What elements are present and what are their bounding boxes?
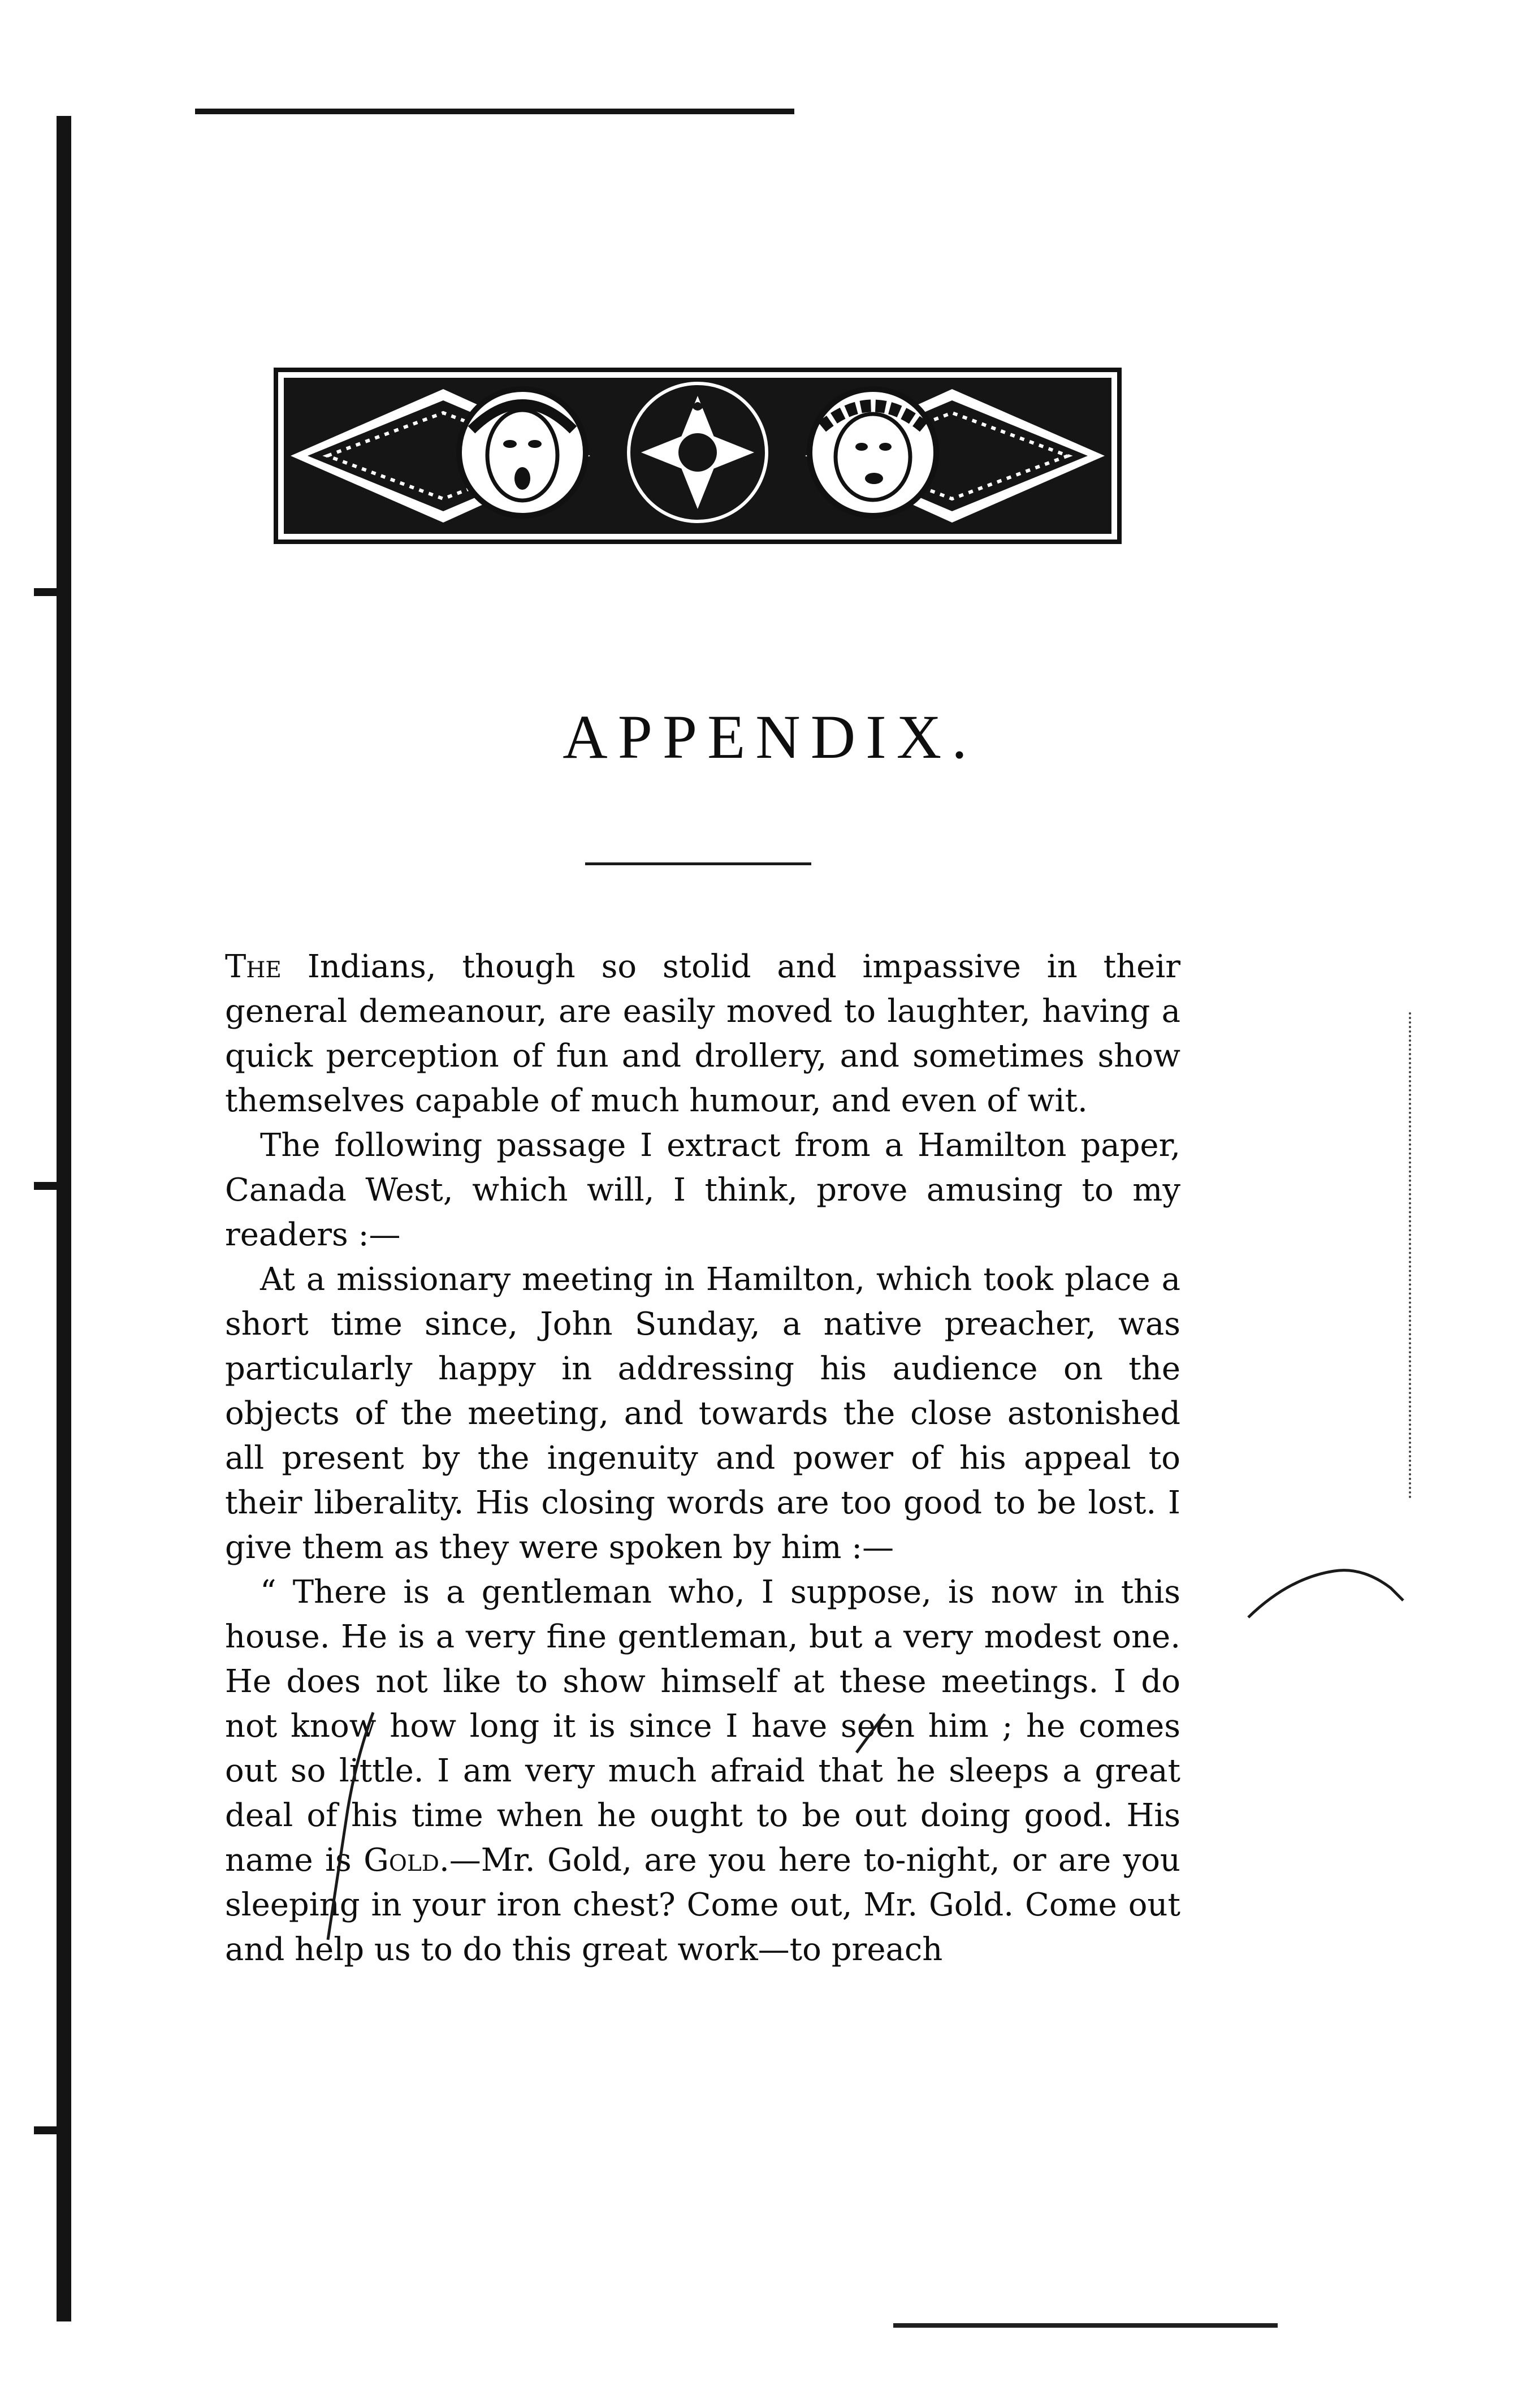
page-title: APPENDIX. [563, 702, 977, 771]
title-divider [585, 862, 811, 865]
right-margin-dashes [1409, 1012, 1413, 1499]
quote-text-start: “ There is a gentleman who, I suppose, is now in this house. He is a very fine gentleman, but a very modest one. He does not like to show himself at these meetings. I do not know how long it is since I have seen him ; he comes out so little. I am very much afraid that he sleeps a great deal of his time when he ought to be out doing good. His name is [225, 1574, 1180, 1879]
quote-text-end: .—Mr. Gold, are you here to-night, or are you sleeping in your iron chest? Come out, Mr. Gold. Come out and help us to do this great work—to preach [225, 1842, 1181, 1968]
top-rule [195, 109, 794, 114]
lead-word: The [225, 948, 282, 985]
paragraph-1 [225, 944, 1180, 1123]
pencil-tick-mark [851, 1711, 890, 1756]
paragraph-2: The following passage I extract from a Hamilton paper, Canada West, which will, I think, prove amusing to my readers :— [225, 1127, 1180, 1253]
paragraph-3: At a missionary meeting in Hamilton, which took place a short time since, John Sunday, a native preacher, was particularly happy in addressing his audience on the objects of the meeting, and towards the close astonished all present by the ingenuity and power of his appeal to their liberality. His closing words are too good to be lost. I give them as they were spoken by him :— [225, 1261, 1180, 1566]
pencil-stroke-mark [317, 1708, 384, 1945]
margin-notch [34, 1182, 62, 1190]
pencil-arc-mark [1244, 1544, 1408, 1623]
margin-notch [34, 2126, 62, 2134]
small-caps-name: Gold [364, 1842, 439, 1879]
decorative-headpiece-icon [274, 368, 1122, 544]
margin-rule [57, 116, 71, 2321]
paragraph-1-text: Indians, though so stolid and impassive in their general demeanour, are easily moved to laughter, having a quick perception of fun and drollery, and sometimes show themselves capable of much humour, and even of wit. [225, 948, 1180, 1119]
bottom-rule [893, 2323, 1278, 2328]
margin-notch [34, 588, 62, 596]
